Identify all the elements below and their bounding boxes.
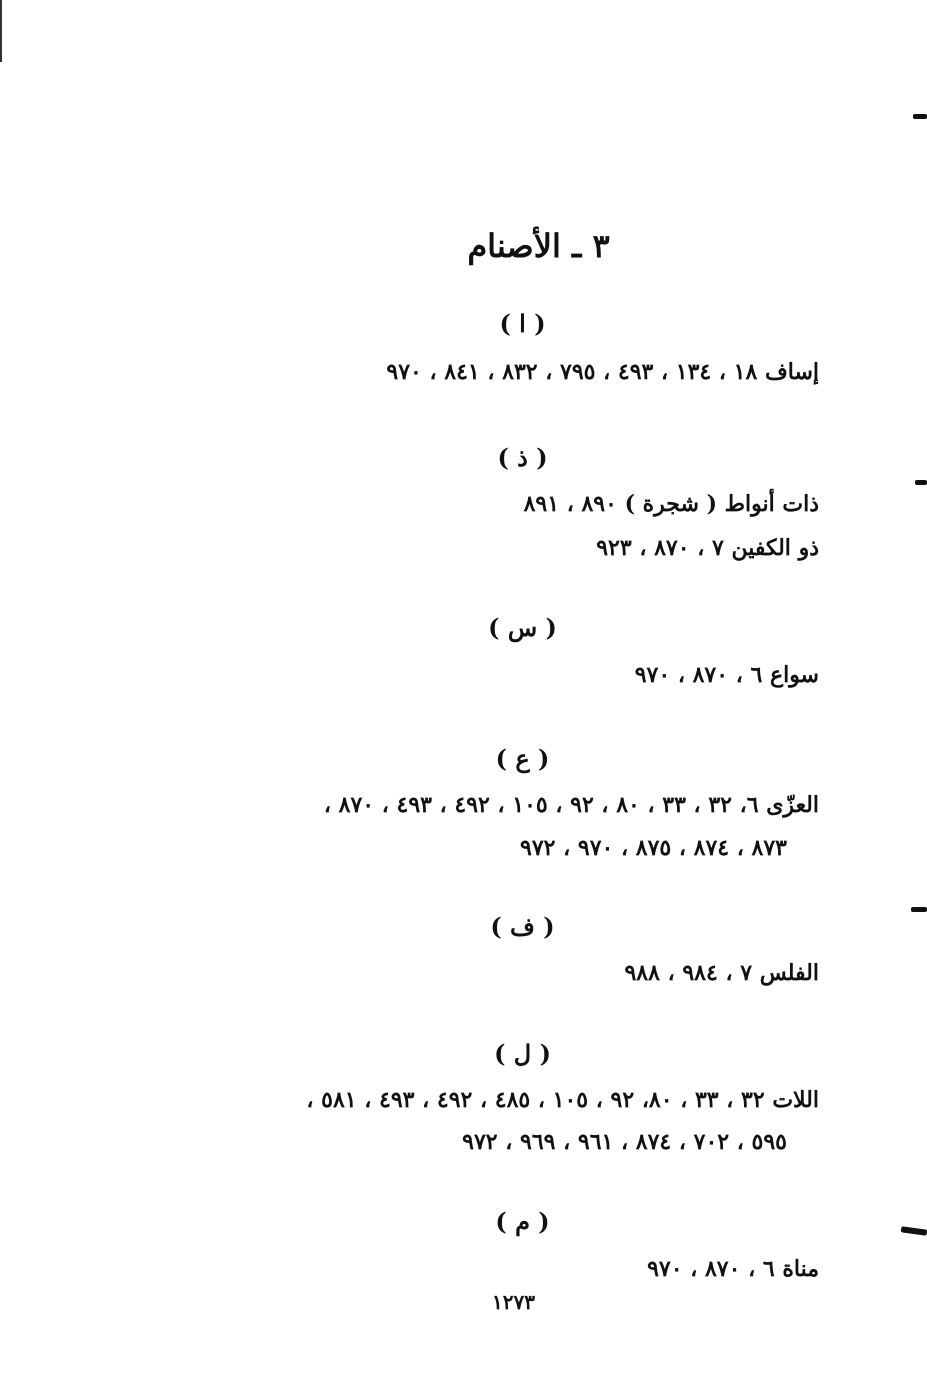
- index-entry-al-fils: الفلس ٧ ، ٩٨٤ ، ٩٨٨: [624, 960, 819, 986]
- section-letter-ayn: ( ع ): [495, 744, 550, 773]
- index-entry-dhat-anwat: ذات أنواط ( شجرة ) ٨٩٠ ، ٨٩١: [523, 491, 819, 517]
- index-entry-dhul-kaffain: ذو الكفين ٧ ، ٨٧٠ ، ٩٢٣: [596, 535, 819, 561]
- page-title: ٣ ـ الأصنام: [467, 227, 610, 265]
- section-letter-alif: ( ا ): [499, 309, 546, 338]
- scan-mark: [913, 114, 927, 119]
- section-letter-mim: ( م ): [495, 1207, 550, 1236]
- section-letter-dhal: ( ذ ): [497, 443, 548, 472]
- index-entry-suwa: سواع ٦ ، ٨٧٠ ، ٩٧٠: [634, 662, 819, 688]
- index-entry-al-lat: اللات ٣٢ ، ٣٣ ، ٨٠، ٩٢ ، ١٠٥ ، ٤٨٥ ، ٤٩٢ ، ٤٩٣ ، ٥٨١ ،: [306, 1087, 819, 1113]
- index-entry-al-lat-cont: ٥٩٥ ، ٧٠٢ ، ٨٧٤ ، ٩٦١ ، ٩٦٩ ، ٩٧٢: [462, 1129, 787, 1155]
- index-entry-manat: مناة ٦ ، ٨٧٠ ، ٩٧٠: [647, 1256, 819, 1282]
- section-letter-fa: ( ف ): [490, 912, 555, 941]
- scan-edge-line: [0, 0, 2, 62]
- index-entry-al-uzza: العزّى ٦، ٣٢ ، ٣٣ ، ٨٠ ، ٩٢ ، ١٠٥ ، ٤٩٢ ، ٤٩٣ ، ٨٧٠ ،: [323, 792, 819, 818]
- index-entry-isaf: إساف ١٨ ، ١٣٤ ، ٤٩٣ ، ٧٩٥ ، ٨٣٢ ، ٨٤١ ، ٩٧٠: [386, 359, 819, 385]
- page-number: ١٢٧٣: [492, 1290, 535, 1314]
- index-entry-al-uzza-cont: ٨٧٣ ، ٨٧٤ ، ٨٧٥ ، ٩٧٠ ، ٩٧٢: [520, 835, 787, 861]
- scan-mark: [915, 480, 927, 485]
- section-letter-lam: ( ل ): [494, 1039, 551, 1068]
- section-letter-sin: ( س ): [488, 613, 557, 642]
